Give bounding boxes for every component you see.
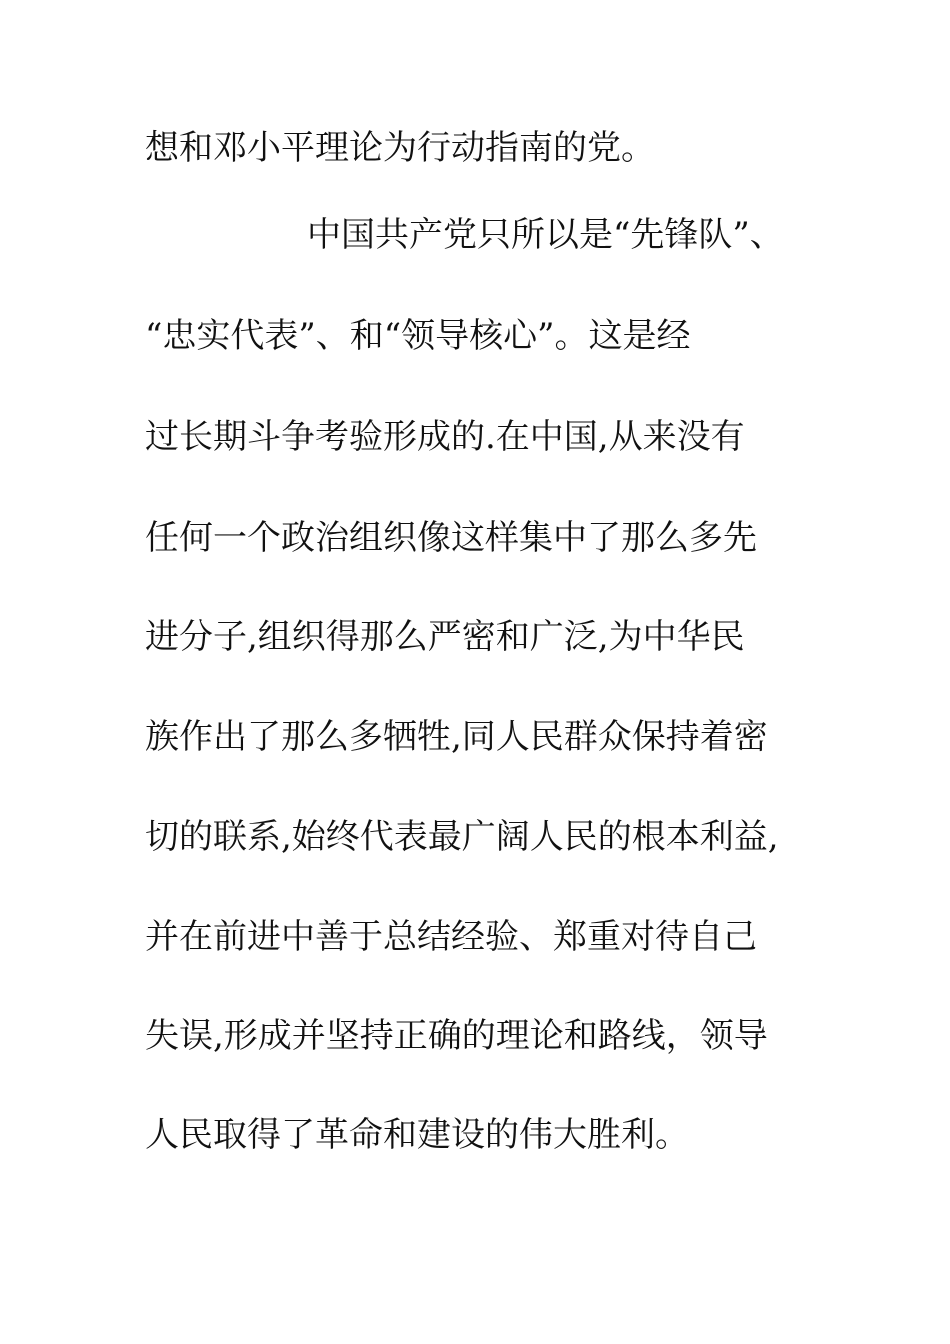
text-line: 想和邓小平理论为行动指南的党。	[145, 128, 655, 168]
text-line: 过长期斗争考验形成的.在中国,从来没有	[145, 417, 745, 457]
text-line: 人民取得了革命和建设的伟大胜利。	[145, 1115, 689, 1155]
paragraph-start-line: 中国共产党只所以是“先锋队”、	[307, 215, 784, 255]
text-line: 并在前进中善于总结经验、郑重对待自己	[145, 917, 757, 957]
text-line: 切的联系,始终代表最广阔人民的根本利益,	[145, 817, 779, 857]
text-line: 失误,形成并坚持正确的理论和路线，领导	[145, 1016, 768, 1056]
text-line: 进分子,组织得那么严密和广泛,为中华民	[145, 617, 745, 657]
text-line: “忠实代表”、和“领导核心”。这是经	[145, 316, 691, 356]
text-line: 任何一个政治组织像这样集中了那么多先	[145, 518, 757, 558]
text-line: 族作出了那么多牺牲,同人民群众保持着密	[145, 717, 768, 757]
